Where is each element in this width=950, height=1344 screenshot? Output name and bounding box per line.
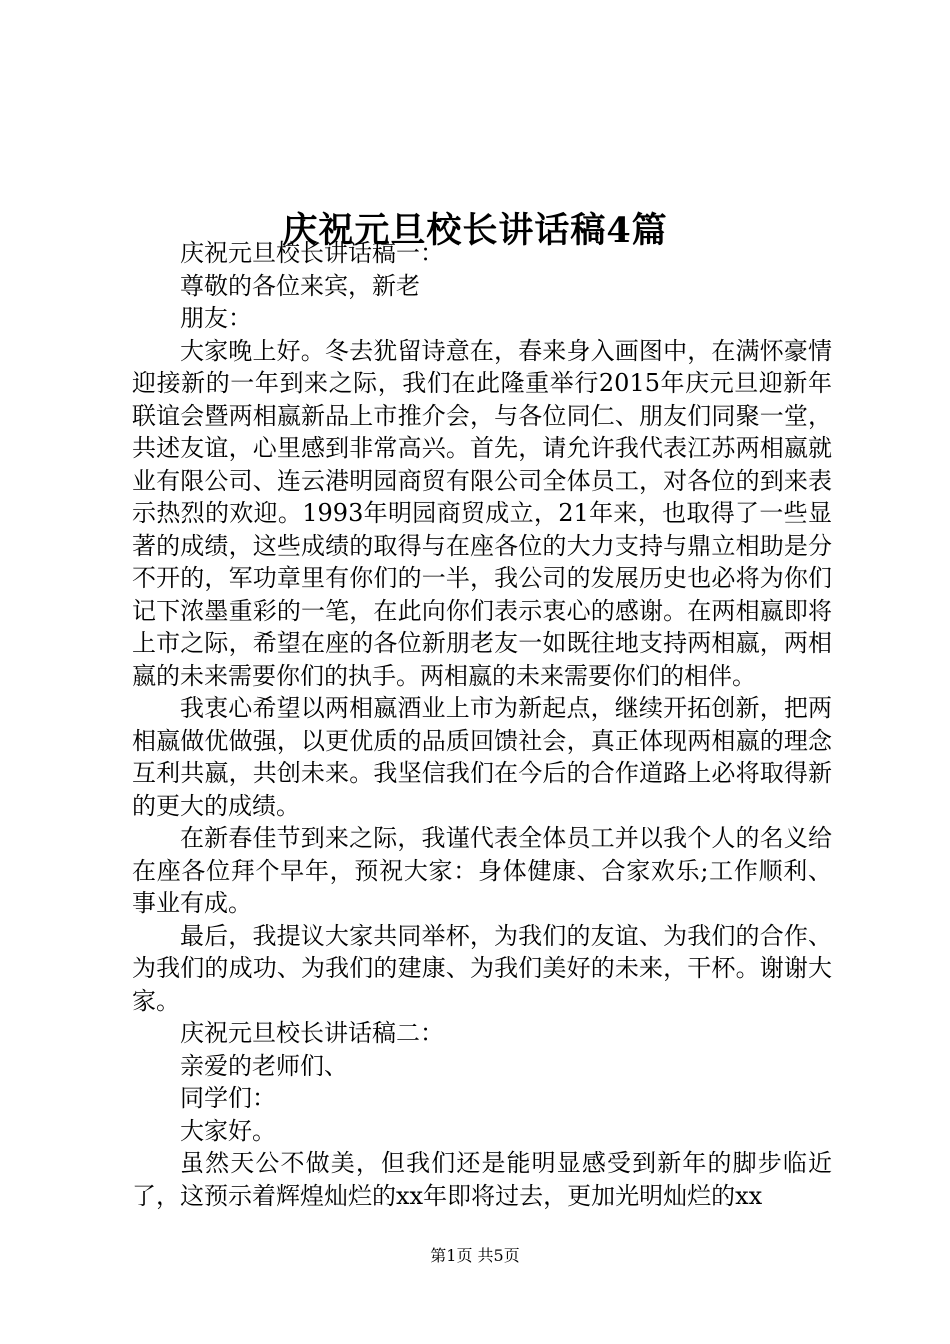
paragraph: 庆祝元旦校长讲话稿二： <box>180 1019 444 1047</box>
paragraph: 尊敬的各位来宾，新老 <box>180 271 420 300</box>
paragraph: 我衷心希望以两相嬴酒业上市为新起点，继续开拓创新，把两相嬴做优做强，以更优质的品质回馈社会，真正体现两相嬴的理念互利共嬴，共创未来。我坚信我们在今后的合作道路上必将取得新的更大的成绩。 <box>132 694 832 820</box>
paragraph: 庆祝元旦校长讲话稿一： <box>180 239 444 267</box>
paragraph: 朋友： <box>180 304 252 332</box>
document-body <box>132 237 832 1212</box>
paragraph: 大家好。 <box>180 1116 276 1145</box>
paragraph: 最后，我提议大家共同举杯，为我们的友谊、为我们的合作、为我们的成功、为我们的建康、为我们美好的未来，干杯。谢谢大家。 <box>132 921 832 1015</box>
page-footer: 第1页 共5页 <box>430 1246 520 1265</box>
paragraph: 大家晚上好。冬去犹留诗意在，春来身入画图中，在满怀豪情迎接新的一年到来之际，我们在此隆重举行2015年庆元旦迎新年联谊会暨两相嬴新品上市推介会，与各位同仁、朋友们同聚一堂，共述友谊，心里感到非常高兴。首先，请允许我代表江苏两相嬴就业有限公司、连云港明园商贸有限公司全体员工，对各位的到来表示热烈的欢迎。1993年明园商贸成立，21年来，也取得了一些显著的成绩，这些成绩的取得与在座各位的大力支持与鼎立相助是分不开的，军功章里有你们的一半，我公司的发展历史也必将为你们记下浓墨重彩的一笔，在此向你们表示衷心的感谢。在两相嬴即将上市之际，希望在座的各位新朋老友一如既往地支持两相嬴，两相嬴的未来需要你们的执手。两相嬴的未来需要你们的相伴。 <box>132 336 832 690</box>
paragraph: 在新春佳节到来之际，我谨代表全体员工并以我个人的名义给在座各位拜个早年，预祝大家：身体健康、合家欢乐;工作顺利、事业有成。 <box>132 824 832 917</box>
paragraph: 虽然天公不做美，但我们还是能明显感受到新年的脚步临近了，这预示着辉煌灿烂的xx年即将过去，更加光明灿烂的xx <box>132 1149 832 1210</box>
paragraph: 亲爱的老师们、 <box>180 1051 348 1080</box>
document-title: 庆祝元旦校长讲话稿4篇 <box>282 210 668 252</box>
paragraph: 同学们： <box>180 1084 276 1112</box>
